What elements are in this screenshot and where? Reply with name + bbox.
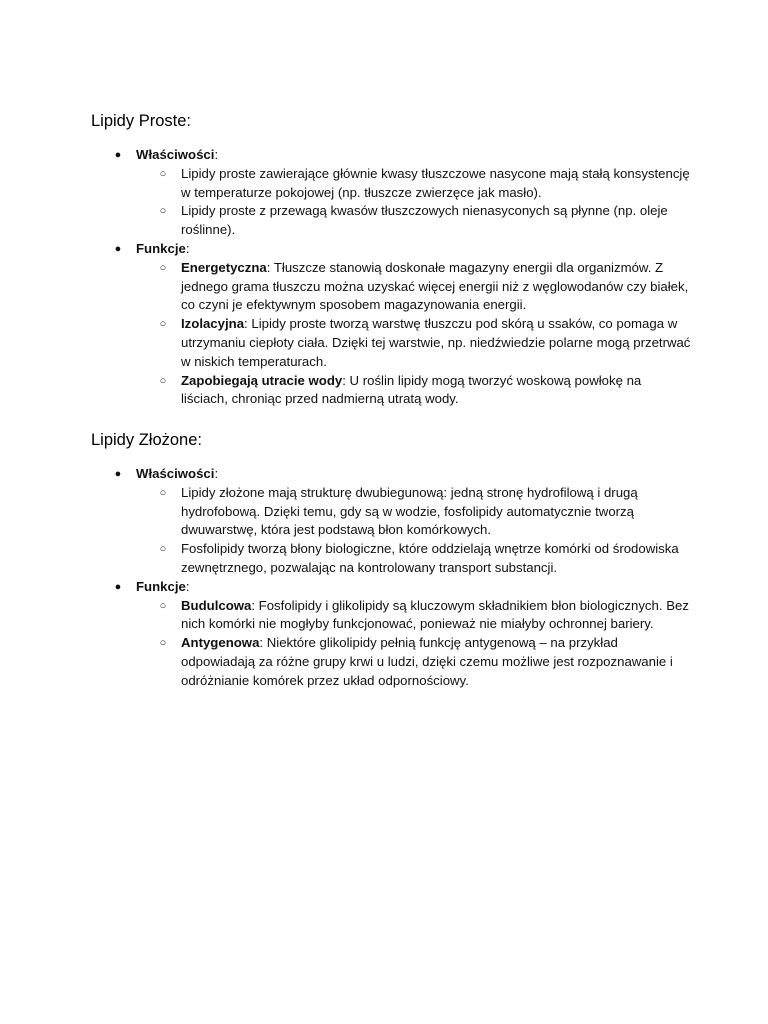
- colon: :: [214, 147, 219, 162]
- sub-list-item: [136, 634, 691, 690]
- item-text: : Fosfolipidy i glikolipidy są kluczowym składnikiem błon biologicznych. Bez nich komórki nie mogłyby funkcjonować, ponieważ nie miałyby ochronnej bariery.: [181, 597, 689, 632]
- item-term: Budulcowa: [181, 597, 252, 613]
- item-text: : Lipidy proste tworzą warstwę tłuszczu pod skórą u ssaków, co pomaga w utrzymaniu ciepłoty ciała. Dzięki tej warstwie, np. niedźwiedzie polarne mogą przetrwać w niskich temperaturach.: [181, 316, 691, 369]
- sub-list-item: [136, 484, 691, 540]
- item-text: : U roślin lipidy mogą tworzyć woskową powłokę na liściach, chroniąc przed nadmierną utratą wody.: [181, 372, 642, 407]
- sub-list-item: [136, 202, 691, 240]
- circle-bullet-icon: ○: [159, 318, 167, 331]
- section-heading: Lipidy Proste:: [91, 112, 191, 130]
- circle-bullet-icon: ○: [159, 205, 167, 218]
- bullet-icon: ●: [114, 149, 122, 161]
- bullet-icon: ●: [114, 580, 122, 593]
- item-term: Izolacyjna: [181, 316, 245, 332]
- bullet-list: [91, 465, 691, 691]
- item-text: Fosfolipidy tworzą błony biologiczne, które oddzielają wnętrze komórki od środowiska zewnętrznego, pozwalając na kontrolowany transport substancji.: [181, 541, 679, 575]
- list-item-wlasciwosci: [91, 465, 691, 578]
- colon: :: [185, 578, 190, 594]
- circle-bullet-icon: ○: [159, 543, 167, 556]
- sub-list-item: [136, 165, 691, 203]
- group-label: Funkcje: [136, 578, 186, 594]
- sub-list: [136, 484, 691, 578]
- colon: :: [185, 240, 190, 256]
- item-text: Lipidy proste zawierające głównie kwasy tłuszczowe nasycone mają stałą konsystencję w temperaturze pokojowej (np. tłuszcze zwierzęce jak masło).: [181, 165, 690, 200]
- group-label: Funkcje: [136, 240, 186, 256]
- item-term: Antygenowa: [181, 635, 260, 651]
- list-item-wlasciwosci: [91, 146, 691, 240]
- item-text: Lipidy złożone mają strukturę dwubiegunową: jedną stronę hydrofilową i drugą hydrofobową. Dzięki temu, gdy są w wodzie, fosfolipidy automatycznie tworzą dwuwarstwę, która jest podstawą błon komórkowych.: [181, 484, 638, 538]
- item-text: : Niektóre glikolipidy pełnią funkcję antygenową – na przykład odpowiadają za różne grupy krwi u ludzi, dzięki czemu możliwe jest rozpoznawanie i odróżnianie komórek przez układ odpornościowy.: [181, 635, 673, 688]
- circle-bullet-icon: ○: [159, 167, 167, 180]
- sub-list-item: [136, 597, 691, 635]
- item-text: : Tłuszcze stanowią doskonałe magazyny energii dla organizmów. Z jednego grama tłuszczu można uzyskać więcej energii niż z węglowodanów czy białek, co czyni je efektywnym sposobem magazynowania energii.: [181, 259, 689, 313]
- sub-list: [136, 165, 691, 240]
- sub-list-item: [136, 315, 691, 371]
- group-label: Właściwości: [136, 466, 215, 481]
- item-term: Energetyczna: [181, 259, 267, 275]
- bullet-icon: ●: [114, 242, 122, 255]
- sub-list: [136, 597, 691, 691]
- section-lipidy-zlozone: [91, 429, 691, 691]
- sub-list: [136, 259, 691, 409]
- circle-bullet-icon: ○: [159, 261, 167, 274]
- list-item-funkcje: [91, 578, 691, 691]
- sub-list-item: [136, 372, 691, 410]
- sub-list-item: [136, 259, 691, 315]
- circle-bullet-icon: ○: [159, 599, 167, 612]
- circle-bullet-icon: ○: [159, 374, 167, 387]
- item-term: Zapobiegają utracie wody: [181, 372, 343, 388]
- section-lipidy-proste: [91, 110, 691, 409]
- section-heading: Lipidy Złożone:: [91, 431, 202, 449]
- item-text: Lipidy proste z przewagą kwasów tłuszczowych nienasyconych są płynne (np. oleje roślinne).: [181, 203, 668, 238]
- bullet-list: [91, 146, 691, 409]
- circle-bullet-icon: ○: [159, 637, 167, 650]
- sub-list-item: [136, 540, 691, 578]
- list-item-funkcje: [91, 240, 691, 409]
- circle-bullet-icon: ○: [159, 486, 167, 499]
- colon: :: [214, 466, 219, 481]
- group-label: Właściwości: [136, 147, 215, 162]
- bullet-icon: ●: [114, 468, 122, 480]
